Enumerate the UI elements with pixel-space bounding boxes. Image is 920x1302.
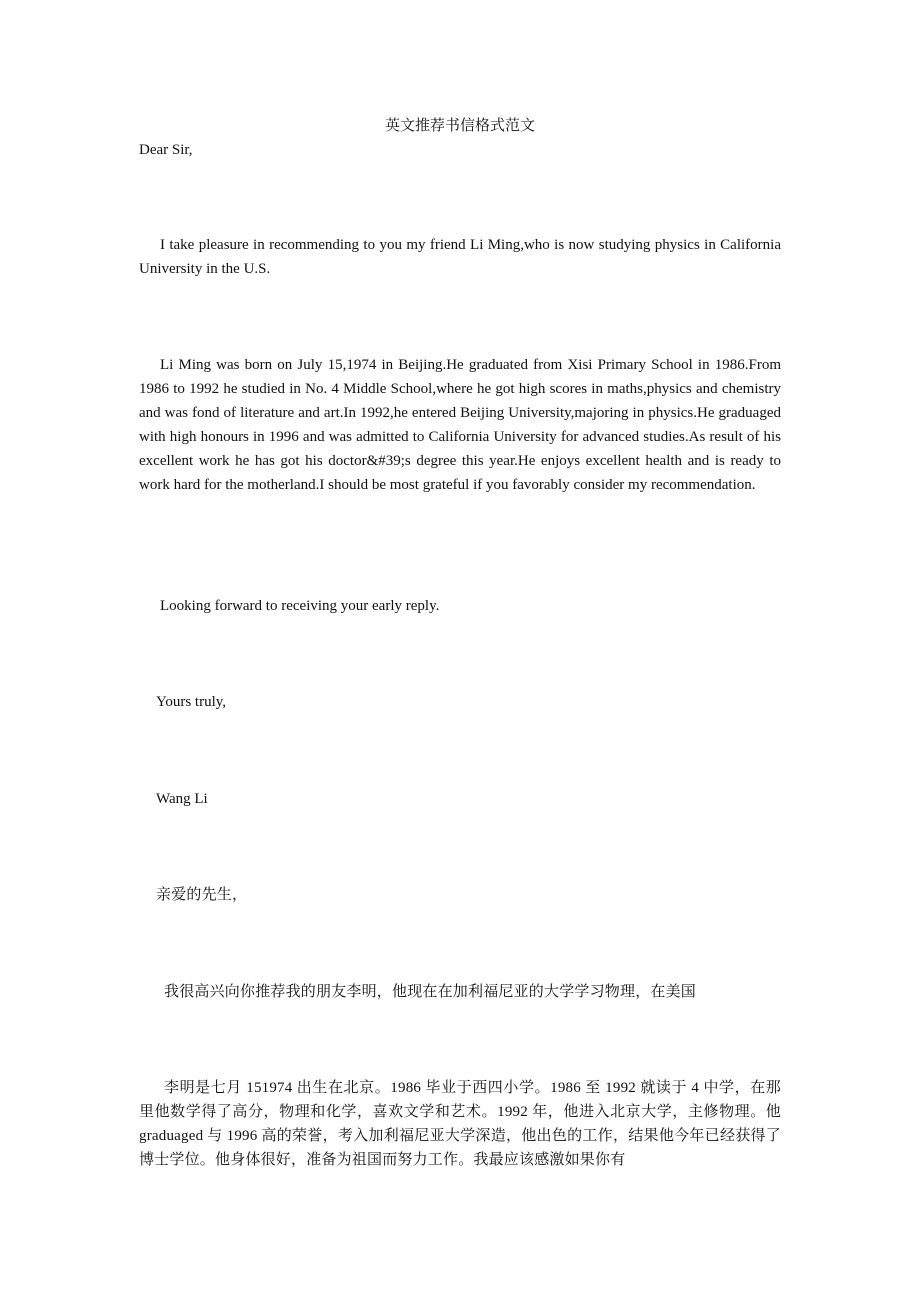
zh-paragraph-intro: 我很高兴向你推荐我的朋友李明，他现在在加利福尼亚的大学学习物理，在美国 [164, 984, 697, 1000]
document-title: 英文推荐书信格式范文 [384, 118, 535, 134]
zh-salutation: 亲爱的先生， [156, 887, 248, 903]
paragraph-intro: I take pleasure in recommending to you my friend Li Ming,who is now studying physics in California University in the U.S. [139, 237, 781, 277]
zh-paragraph-background: 李明是七月 151974 出生在北京。1986 毕业于西四小学。1986 至 1992 就读于 4 中学，在那里他数学得了高分，物理和化学，喜欢文学和艺术。1992 年，他进入北京大学，主修物理。他 graduaged 与 1996 高的荣誉，考入加利福尼亚大学深造，他出色的工作，结果他今年已经获得了博士学位。他身体很好，准备为祖国而努力工作。我最应该感激如果你有 [139, 1080, 781, 1168]
valediction: Yours truly, [156, 694, 227, 710]
signature: Wang Li [156, 791, 208, 807]
closing-line: Looking forward to receiving your early reply. [160, 598, 440, 614]
salutation: Dear Sir, [139, 142, 193, 158]
paragraph-background: Li Ming was born on July 15,1974 in Beijing.He graduated from Xisi Primary School in 1986.From 1986 to 1992 he studied in No. 4 Middle School,where he got high scores in maths,physics and chemistry and was fond of literature and art.In 1992,he entered Beijing University,majoring in physics.He graduaged with high honours in 1996 and was admitted to California University for advanced studies.As result of his excellent work he has got his doctor&#39;s degree this year.He enjoys excellent health and is ready to work hard for the motherland.I should be most grateful if you favorably consider my recommendation. [139, 357, 781, 493]
